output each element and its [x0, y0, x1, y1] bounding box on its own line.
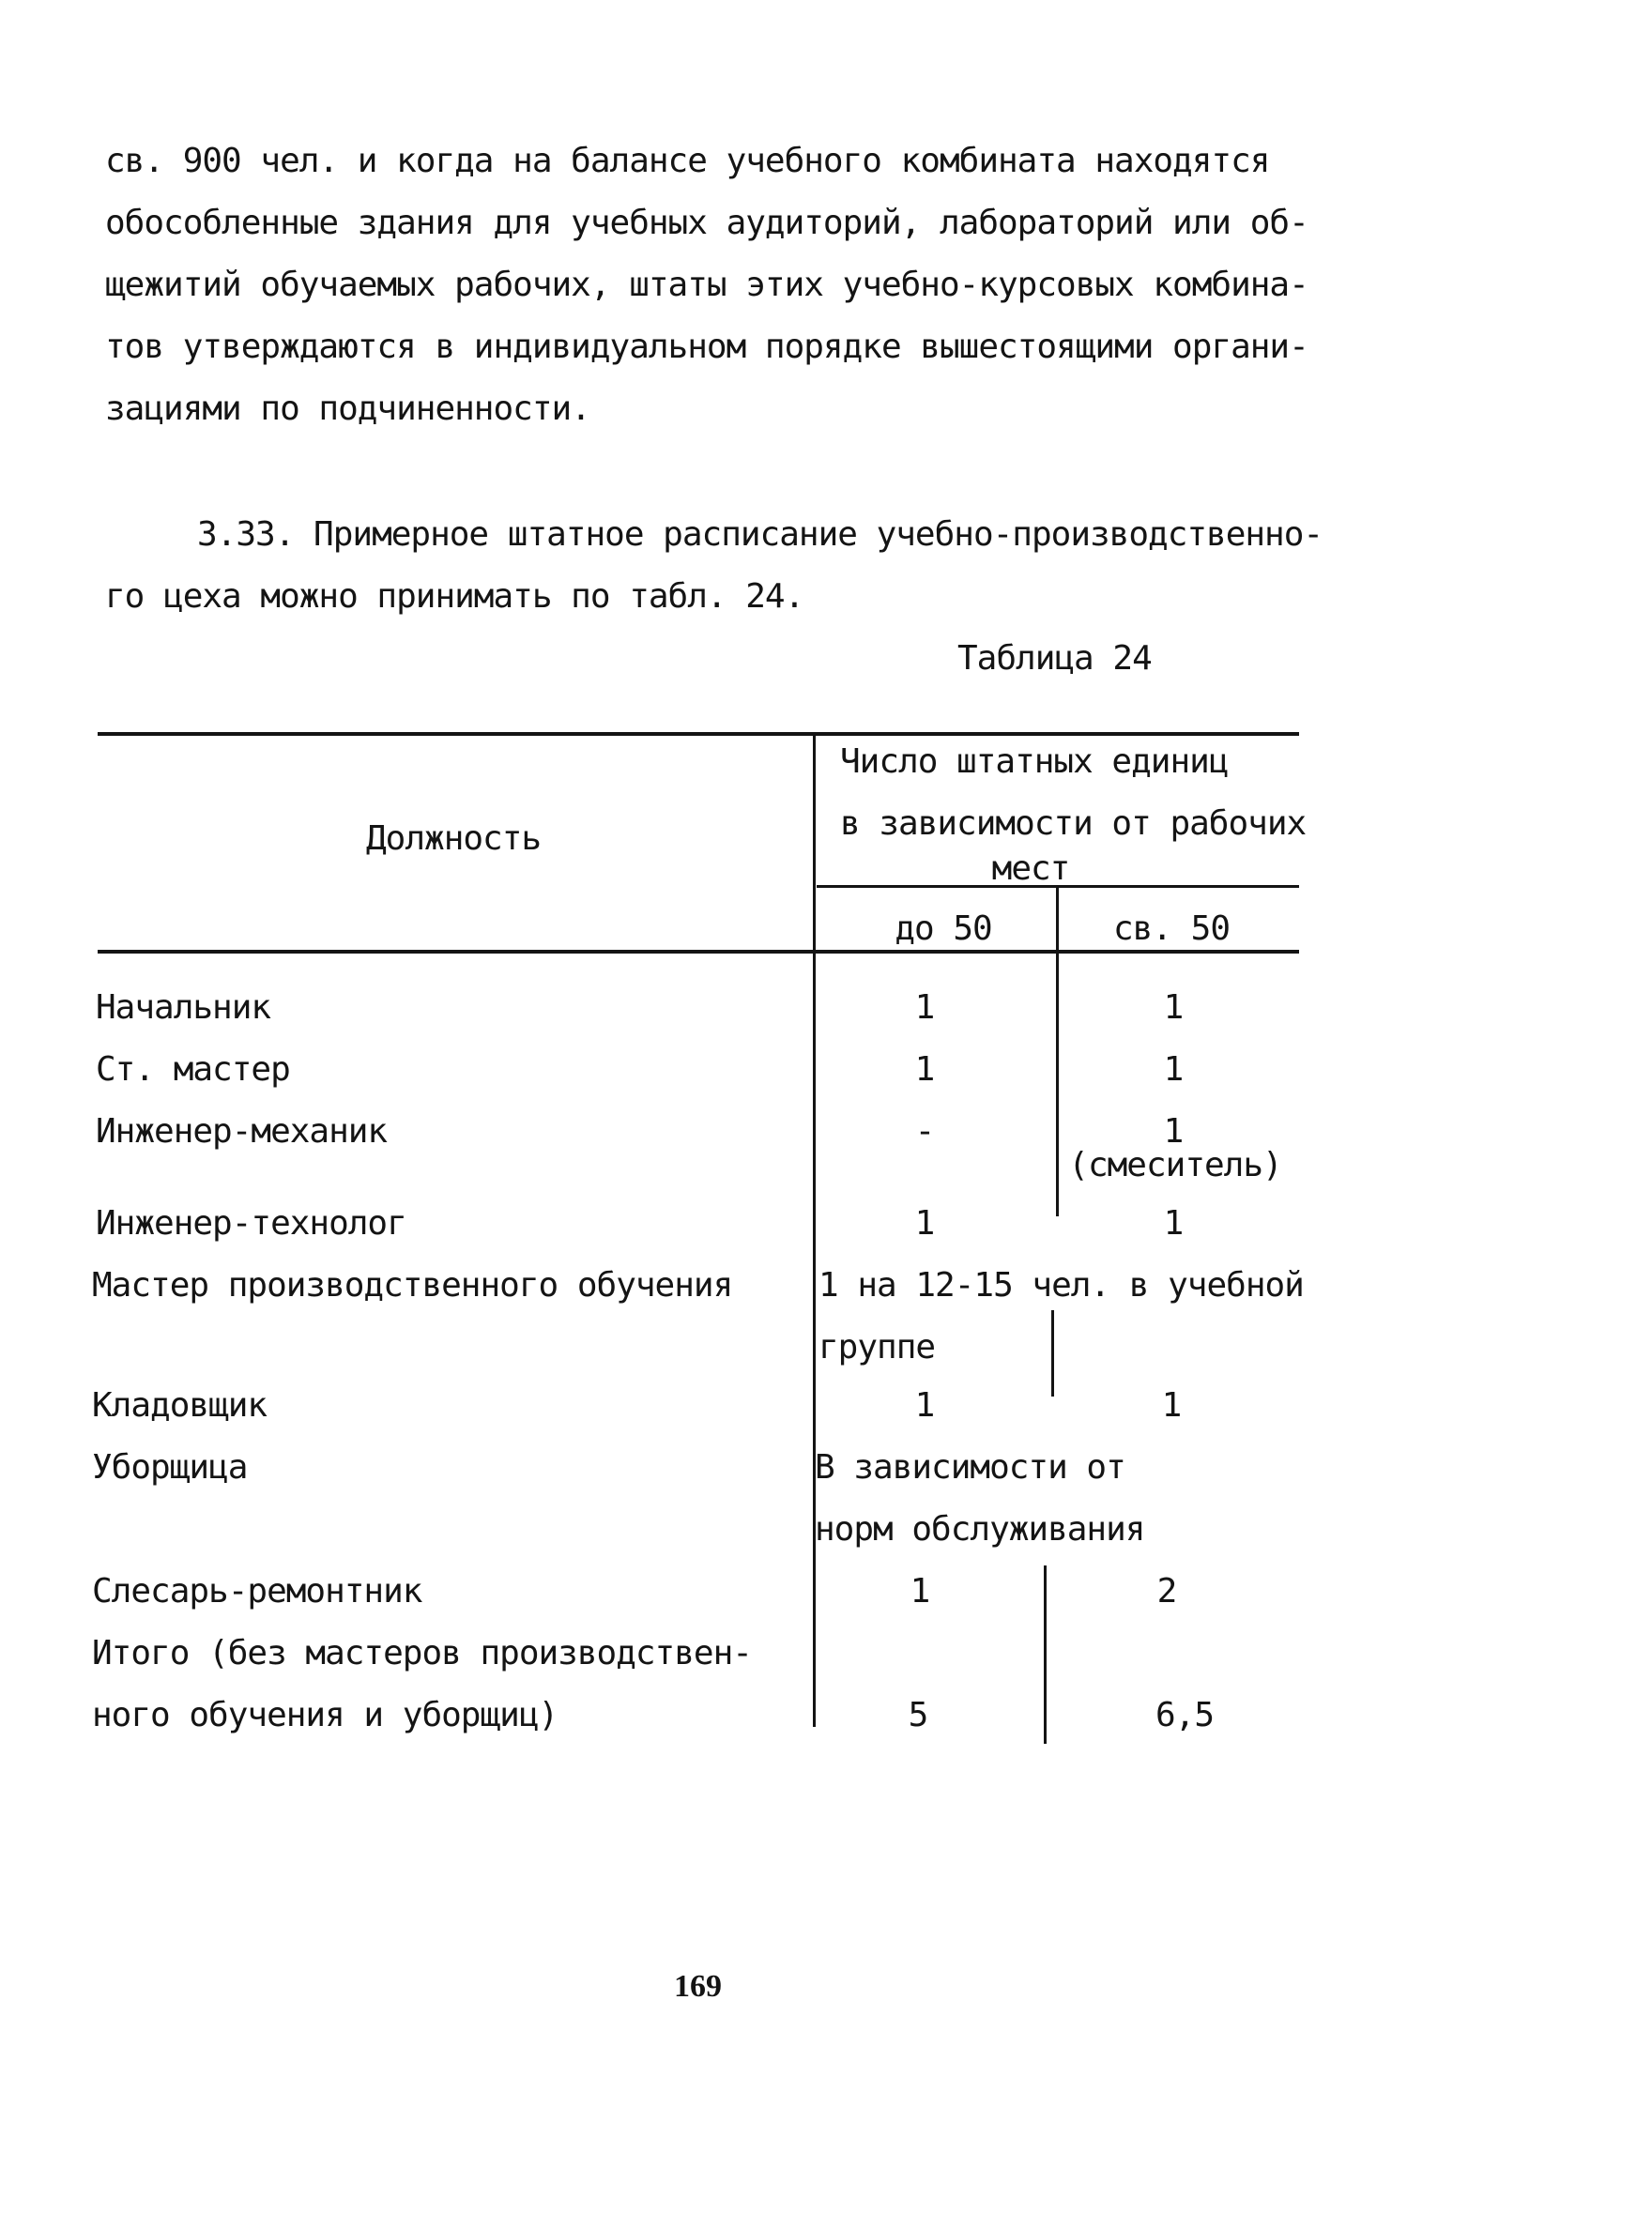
- header-units-line: Число штатных единиц: [840, 742, 1229, 781]
- row-value-over50: 1: [1163, 988, 1184, 1027]
- row-value-upto50: 1: [914, 1050, 935, 1089]
- row-position: Инженер-механик: [96, 1112, 388, 1151]
- row-value-merged: группе: [818, 1328, 936, 1367]
- paragraph-line: св. 900 чел. и когда на балансе учебного комбината находятся: [105, 142, 1270, 180]
- row-position: Кладовщик: [92, 1386, 268, 1425]
- header-col-upto50: до 50: [895, 909, 992, 948]
- row-value-upto50: 1: [914, 1386, 935, 1425]
- row-value-over50: 6,5: [1155, 1696, 1215, 1734]
- column-divider-sub: [1056, 888, 1059, 1216]
- column-divider-sub: [1051, 1310, 1054, 1397]
- row-value-upto50: -: [914, 1112, 935, 1151]
- row-value-note: (смеситель): [1068, 1146, 1282, 1184]
- header-units-line: мест: [991, 849, 1070, 888]
- row-value-over50: 1: [1163, 1112, 1184, 1151]
- column-divider-main: [813, 732, 816, 1727]
- header-position: Должность: [366, 819, 542, 858]
- row-value-merged: В зависимости от: [815, 1448, 1125, 1487]
- row-position: Итого (без мастеров производствен-: [92, 1634, 752, 1672]
- table-caption: Таблица 24: [957, 639, 1152, 678]
- paragraph-line: зациями по подчиненности.: [105, 389, 590, 428]
- row-value-merged: норм обслуживания: [815, 1510, 1145, 1549]
- row-value-over50: 2: [1156, 1572, 1177, 1611]
- row-value-merged: 1 на 12-15 чел. в учебной: [818, 1266, 1304, 1305]
- row-position: Слесарь-ремонтник: [92, 1572, 422, 1611]
- row-value-upto50: 1: [910, 1572, 930, 1611]
- row-value-over50: 1: [1163, 1204, 1184, 1243]
- paragraph-line: 3.33. Примерное штатное расписание учебно-производственно-: [197, 515, 1323, 554]
- row-position: Начальник: [96, 988, 271, 1027]
- row-position: Уборщица: [92, 1448, 248, 1487]
- row-value-over50: 1: [1161, 1386, 1182, 1425]
- row-position: Ст. мастер: [96, 1050, 290, 1089]
- row-position: Мастер производственного обучения: [92, 1266, 733, 1305]
- row-value-over50: 1: [1163, 1050, 1184, 1089]
- column-divider-sub: [1044, 1565, 1047, 1744]
- page-number: 169: [674, 1969, 722, 2004]
- row-position: Инженер-технолог: [96, 1204, 406, 1243]
- row-position: ного обучения и уборщиц): [92, 1696, 558, 1734]
- paragraph-line: щежитий обучаемых рабочих, штаты этих учебно-курсовых комбина-: [105, 266, 1308, 304]
- table-top-rule: [98, 732, 1299, 736]
- header-col-over50: св. 50: [1112, 909, 1231, 948]
- paragraph-line: го цеха можно принимать по табл. 24.: [105, 577, 804, 616]
- paragraph-line: тов утверждаются в индивидуальном порядке вышестоящими органи-: [105, 328, 1308, 366]
- header-units-line: в зависимости от рабочих: [840, 804, 1307, 843]
- row-value-upto50: 1: [914, 1204, 935, 1243]
- paragraph-line: обособленные здания для учебных аудиторий, лабораторий или об-: [105, 204, 1308, 242]
- row-value-upto50: 1: [914, 988, 935, 1027]
- header-bottom-rule: [98, 950, 1299, 954]
- row-value-upto50: 5: [908, 1696, 928, 1734]
